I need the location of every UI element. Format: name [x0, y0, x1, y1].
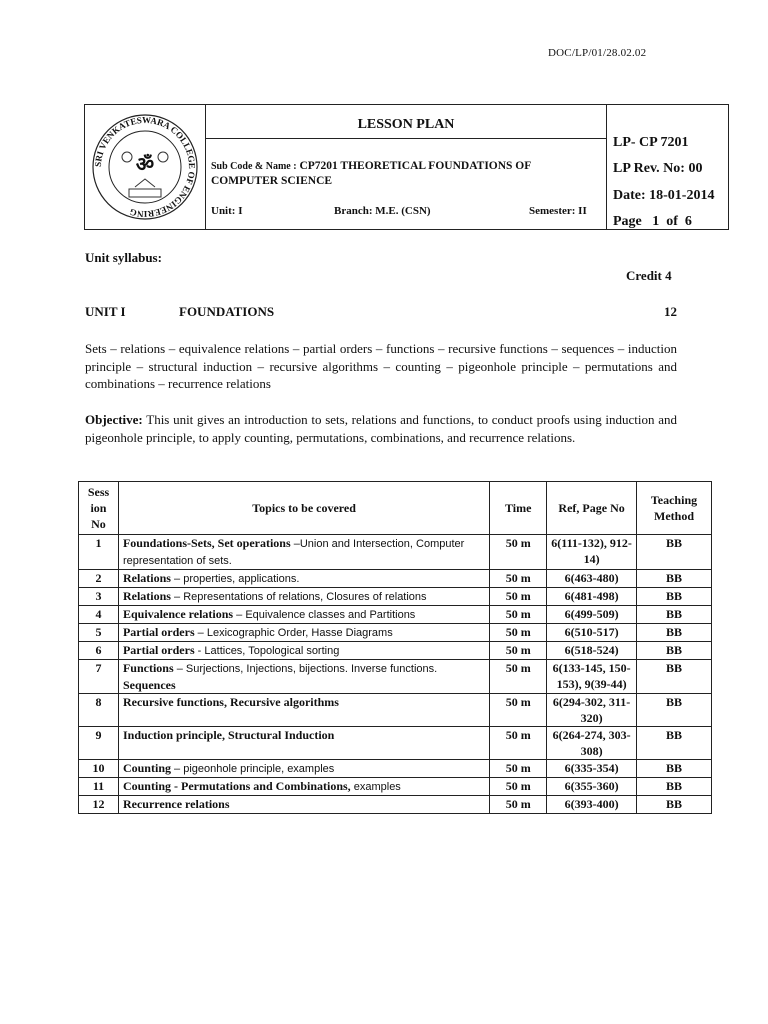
teaching-method: BB: [637, 760, 712, 778]
session-no: 7: [79, 660, 119, 694]
table-row: [79, 570, 712, 588]
reference-pages: 6(294-302, 311-320): [547, 694, 637, 727]
reference-pages: 6(355-360): [547, 778, 637, 796]
svg-text:ॐ: ॐ: [135, 152, 155, 176]
teaching-method: BB: [637, 606, 712, 624]
document-code: DOC/LP/01/28.02.02: [548, 47, 647, 59]
branch-field: Branch: M.E. (CSN): [334, 205, 431, 217]
teaching-method: BB: [637, 624, 712, 642]
topic-cell: [118, 760, 489, 778]
unit-title-row: [85, 304, 677, 320]
topic-bold: Relations: [122, 571, 171, 585]
reference-pages: 6(510-517): [547, 624, 637, 642]
subject-code-label: Sub Code & Name :: [211, 161, 297, 172]
header-session-no: Sess ion No: [79, 482, 119, 535]
reference-pages: 6(393-400): [547, 796, 637, 814]
teaching-method: BB: [637, 535, 712, 570]
topic-bold: Partial orders: [122, 625, 195, 639]
reference-pages: 6(481-498): [547, 588, 637, 606]
lp-date: Date: 18-01-2014: [613, 188, 715, 203]
topic-detail: – Representations of relations, Closures of relations: [170, 591, 427, 603]
topic-cell: [118, 694, 489, 727]
reference-pages: 6(518-524): [547, 642, 637, 660]
session-time: 50 m: [490, 760, 547, 778]
subject-code-name: [211, 159, 591, 189]
topic-cell: [118, 606, 489, 624]
reference-pages: 6(133-145, 150-153), 9(39-44): [547, 660, 637, 694]
reference-pages: 6(463-480): [547, 570, 637, 588]
unit-label: UNIT I: [85, 304, 126, 319]
topic-bold: Equivalence relations: [122, 607, 234, 621]
svg-text:SRI VENKATESWARA COLLEGE OF EN: SRI VENKATESWARA COLLEGE OF ENGINEERING: [92, 114, 198, 220]
reference-pages: 6(335-354): [547, 760, 637, 778]
topic-bold: Foundations-Sets, Set operations: [122, 536, 291, 550]
unit-topics-paragraph: Sets – relations – equivalence relations – partial orders – functions – recursive functions – sequences – induction principle – structural induction – recursive algorithms – counting – pigeonhole principle – permutations and combinations – recurrence relations: [85, 341, 677, 391]
college-logo-cell: [85, 105, 206, 229]
page-count: Page 1 of 6: [613, 214, 692, 229]
topic-bold: Recursive functions, Recursive algorithms: [122, 695, 339, 709]
lesson-plan-header: [84, 104, 729, 230]
unit-hours: 12: [664, 304, 677, 319]
topic-cell: [118, 727, 489, 760]
session-no: 9: [79, 727, 119, 760]
table-row: [79, 535, 712, 570]
teaching-method: BB: [637, 796, 712, 814]
topic-cell: [118, 570, 489, 588]
topic-cell: [118, 535, 489, 570]
topic-detail: examples: [350, 781, 401, 793]
credit-label: Credit 4: [626, 268, 672, 283]
session-time: 50 m: [490, 796, 547, 814]
session-time: 50 m: [490, 694, 547, 727]
session-time: 50 m: [490, 570, 547, 588]
topic-detail: – Equivalence classes and Partitions: [233, 609, 416, 621]
topic-bold: Recurrence relations: [122, 797, 230, 811]
session-time: 50 m: [490, 727, 547, 760]
table-row: [79, 760, 712, 778]
teaching-method: BB: [637, 660, 712, 694]
topic-cell: [118, 796, 489, 814]
topic-detail: –Union and Intersection, Computer representation of sets.: [122, 538, 465, 567]
document-control-cell: [607, 105, 728, 229]
header-topics: Topics to be covered: [118, 482, 489, 535]
reference-pages: 6(499-509): [547, 606, 637, 624]
table-row: [79, 606, 712, 624]
topic-extra: Sequences: [122, 678, 176, 692]
header-time: Time: [490, 482, 547, 535]
session-no: 6: [79, 642, 119, 660]
lp-number: LP- CP 7201: [613, 135, 689, 150]
unit-syllabus-heading: Unit syllabus:: [85, 250, 162, 265]
session-time: 50 m: [490, 535, 547, 570]
session-time: 50 m: [490, 778, 547, 796]
topic-detail: – properties, applications.: [170, 573, 300, 585]
teaching-method: BB: [637, 570, 712, 588]
session-no: 8: [79, 694, 119, 727]
teaching-method: BB: [637, 727, 712, 760]
session-no: 4: [79, 606, 119, 624]
topic-bold: Induction principle, Structural Induction: [122, 728, 335, 742]
session-no: 1: [79, 535, 119, 570]
table-row: [79, 588, 712, 606]
table-row: [79, 778, 712, 796]
college-emblem: [91, 111, 199, 223]
table-header-row: [79, 482, 712, 535]
table-row: [79, 694, 712, 727]
teaching-method: BB: [637, 642, 712, 660]
objective-paragraph: [85, 411, 677, 446]
topic-detail: - Lattices, Topological sorting: [194, 645, 340, 657]
topic-cell: [118, 778, 489, 796]
subject-code-value: CP7201 THEORETICAL FOUNDATIONS OF COMPUTER SCIENCE: [211, 160, 531, 187]
header-teaching-method: Teaching Method: [637, 482, 712, 535]
topic-detail: – pigeonhole principle, examples: [171, 763, 335, 775]
topic-detail: – Lexicographic Order, Hasse Diagrams: [194, 627, 393, 639]
topic-bold: Partial orders: [122, 643, 195, 657]
topic-cell: [118, 642, 489, 660]
table-row: [79, 624, 712, 642]
unit-name: FOUNDATIONS: [179, 304, 275, 319]
topic-cell: [118, 660, 489, 694]
teaching-method: BB: [637, 778, 712, 796]
reference-pages: 6(111-132), 912-14): [547, 535, 637, 570]
session-no: 11: [79, 778, 119, 796]
table-row: [79, 796, 712, 814]
session-no: 10: [79, 760, 119, 778]
session-time: 50 m: [490, 642, 547, 660]
objective-text: This unit gives an introduction to sets, relations and functions, to conduct proofs using induction and pigeonhole principle, to apply counting, permutations, combinations, and recurrence relations.: [85, 412, 678, 445]
teaching-method: BB: [637, 588, 712, 606]
topic-bold: Relations: [122, 589, 171, 603]
lesson-plan-title: LESSON PLAN: [357, 117, 455, 132]
topic-bold: Counting: [122, 761, 171, 775]
session-time: 50 m: [490, 588, 547, 606]
session-time: 50 m: [490, 660, 547, 694]
reference-pages: 6(264-274, 303-308): [547, 727, 637, 760]
subject-info-cell: [206, 105, 607, 229]
teaching-method: BB: [637, 694, 712, 727]
topic-cell: [118, 588, 489, 606]
lp-revision: LP Rev. No: 00: [613, 161, 703, 176]
objective-label: Objective:: [85, 412, 143, 427]
session-time: 50 m: [490, 624, 547, 642]
session-table: [78, 481, 712, 814]
table-row: [79, 642, 712, 660]
session-time: 50 m: [490, 606, 547, 624]
unit-field: Unit: I: [211, 205, 243, 217]
table-row: [79, 727, 712, 760]
session-no: 3: [79, 588, 119, 606]
session-no: 12: [79, 796, 119, 814]
topic-cell: [118, 624, 489, 642]
semester-field: Semester: II: [529, 205, 587, 217]
topic-bold: Counting - Permutations and Combinations,: [122, 779, 351, 793]
header-ref-page: Ref, Page No: [547, 482, 637, 535]
session-no: 5: [79, 624, 119, 642]
table-row: [79, 660, 712, 694]
session-no: 2: [79, 570, 119, 588]
topic-detail: – Surjections, Injections, bijections. Inverse functions.: [173, 663, 438, 675]
topic-bold: Functions: [122, 661, 174, 675]
